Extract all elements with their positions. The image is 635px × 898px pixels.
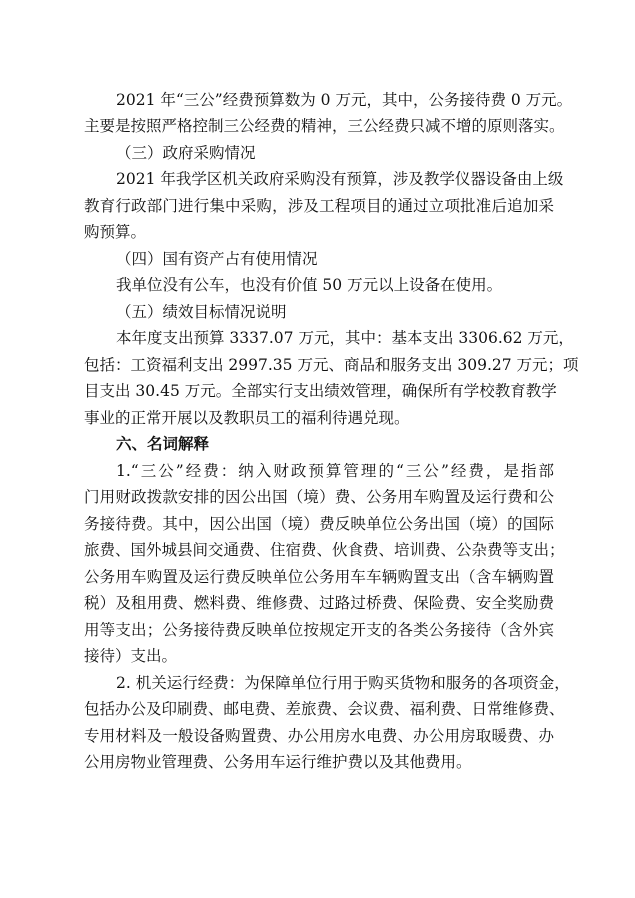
section-heading: （五）绩效目标情况说明 bbox=[116, 303, 287, 321]
paragraph-line: 1.“三公”经费：纳入财政预算管理的“三公”经费，是指部 bbox=[116, 462, 554, 480]
paragraph-line: 购预算。 bbox=[84, 223, 147, 241]
paragraph-line: 2. 机关运行经费：为保障单位行用于购买货物和服务的各项资金， bbox=[116, 674, 570, 692]
paragraph-line: 2021 年我学区机关政府采购没有预算，涉及教学仪器设备由上级 bbox=[116, 170, 564, 188]
section-heading: （三）政府采购情况 bbox=[116, 144, 256, 162]
paragraph-line: 接待）支出。 bbox=[84, 647, 178, 665]
paragraph-line: 用等支出；公务接待费反映单位按规定开支的各类公务接待（含外宾 bbox=[84, 621, 554, 639]
paragraph-line: 事业的正常开展以及教职员工的福利待遇兑现。 bbox=[84, 409, 410, 427]
paragraph-line: 税）及租用费、燃料费、维修费、过路过桥费、保险费、安全奖励费 bbox=[84, 594, 554, 612]
paragraph-line: 主要是按照严格控制三公经费的精神，三公经费只减不增的原则落实。 bbox=[84, 117, 565, 135]
paragraph-line: 教育行政部门进行集中采购，涉及工程项目的通过立项批准后追加采 bbox=[84, 197, 554, 215]
paragraph-line: 我单位没有公车，也没有价值 50 万元以上设备在使用。 bbox=[116, 276, 503, 294]
paragraph-line: 务接待费。其中，因公出国（境）费反映单位公务出国（境）的国际 bbox=[84, 515, 554, 533]
paragraph-line: 旅费、国外城县间交通费、住宿费、伙食费、培训费、公杂费等支出； bbox=[84, 541, 565, 559]
paragraph-line: 门用财政拨款安排的因公出国（境）费、公务用车购置及运行费和公 bbox=[84, 488, 554, 506]
paragraph-line: 2021 年“三公”经费预算数为 0 万元，其中，公务接待费 0 万元。 bbox=[116, 91, 573, 109]
paragraph-line: 本年度支出预算 3337.07 万元，其中：基本支出 3306.62 万元， bbox=[116, 329, 574, 347]
paragraph-line: 公用房物业管理费、公务用车运行维护费以及其他费用。 bbox=[84, 753, 472, 771]
paragraph-line: 专用材料及一般设备购置费、办公用房水电费、办公用房取暖费、办 bbox=[84, 727, 554, 745]
paragraph-line: 包括：工资福利支出 2997.35 万元、商品和服务支出 309.27 万元；项 bbox=[84, 356, 579, 374]
paragraph-line: 包括办公及印刷费、邮电费、差旅费、会议费、福利费、日常维修费、 bbox=[84, 700, 565, 718]
chapter-heading: 六、名词解释 bbox=[116, 435, 210, 453]
section-heading: （四）国有资产占有使用情况 bbox=[116, 250, 318, 268]
paragraph-line: 目支出 30.45 万元。全部实行支出绩效管理，确保所有学校教育教学 bbox=[84, 382, 557, 400]
paragraph-line: 公务用车购置及运行费反映单位公务用车车辆购置支出（含车辆购置 bbox=[84, 568, 554, 586]
